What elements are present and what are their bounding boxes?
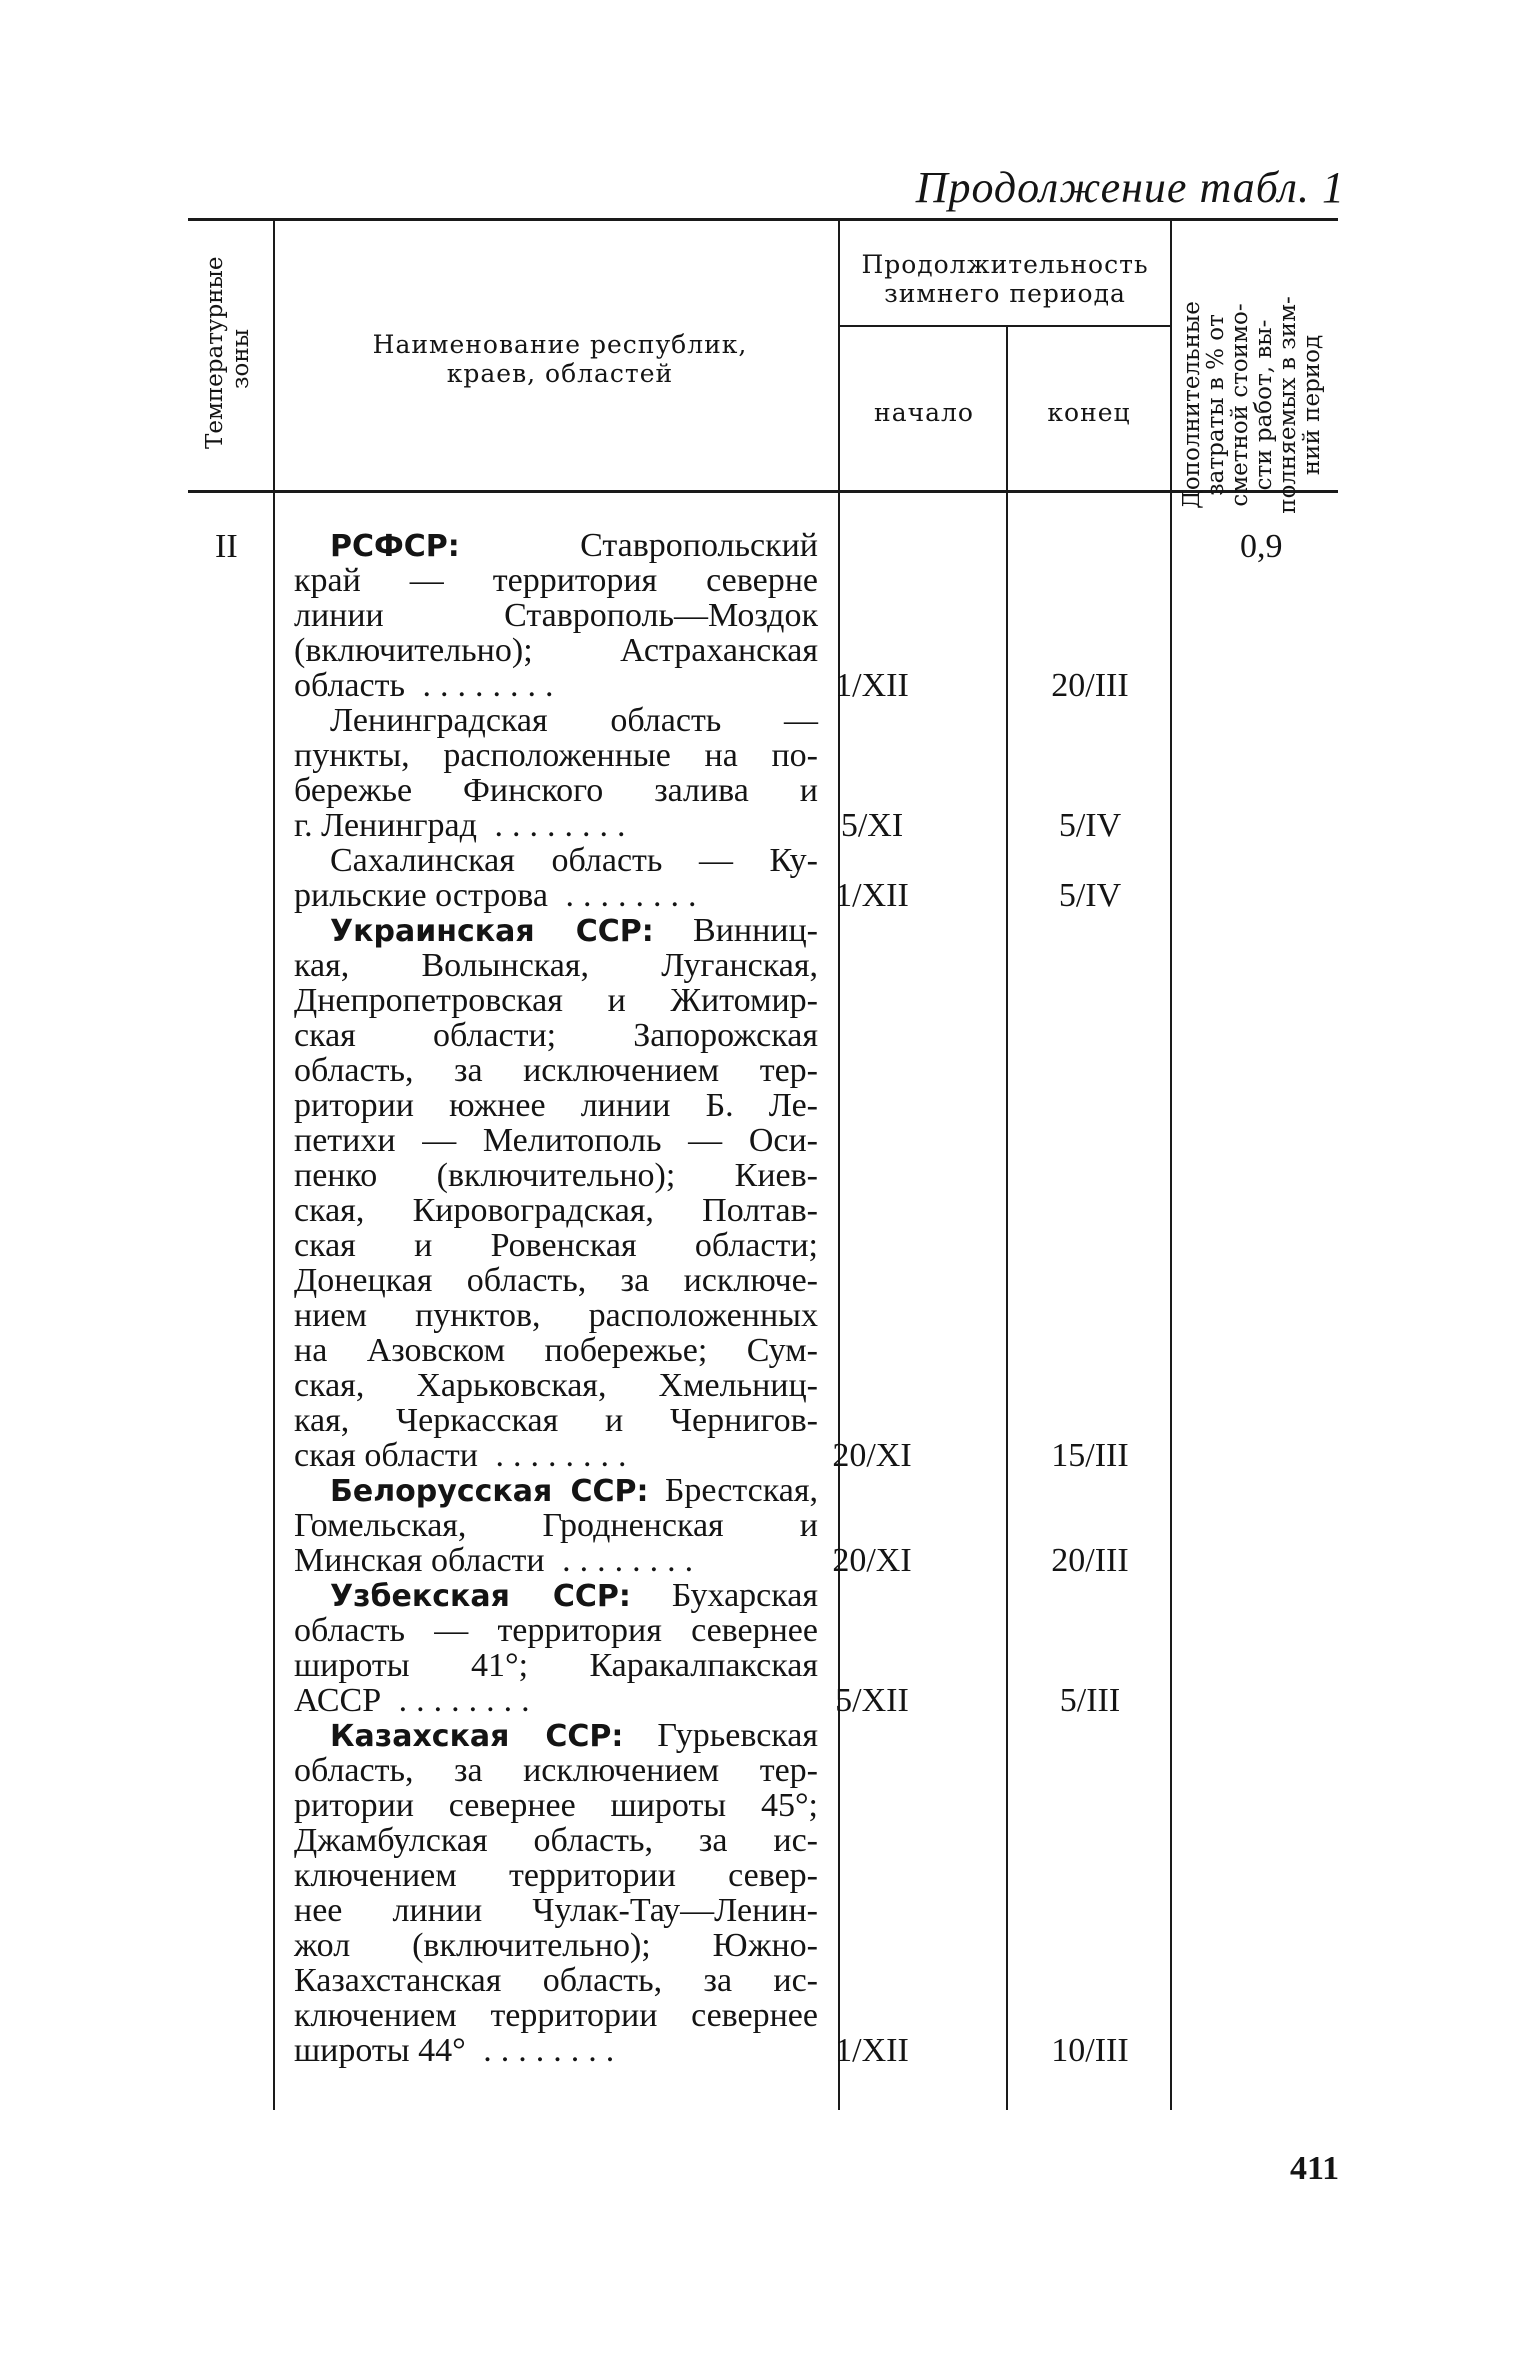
entry-republic: Белорусская ССР:: [330, 1474, 649, 1509]
entry-line: [294, 598, 818, 633]
entry-republic: Узбекская ССР:: [330, 1579, 631, 1614]
entry-line: [294, 878, 818, 913]
entry-line: [294, 738, 818, 773]
start-date: 1/XII: [835, 667, 909, 704]
entry-line: [294, 563, 818, 598]
entry-text: область, за исключением тер-: [294, 1052, 818, 1089]
entry-text: кая, Черкасская и Чернигов-: [294, 1402, 818, 1439]
header-name: [300, 330, 820, 388]
end-date: 5/IV: [1058, 877, 1122, 914]
entry-text: Гомельская, Гродненская и: [294, 1507, 818, 1544]
entry-text: Бухарская: [671, 1577, 818, 1614]
entry-text: Гурьевская: [657, 1717, 819, 1754]
leader-dots: ........: [477, 1437, 636, 1474]
entry-line: [294, 843, 818, 878]
entry-republic: Украинская ССР:: [330, 914, 654, 949]
entry-line: [294, 1473, 818, 1508]
column-rule-4: [1170, 220, 1172, 2110]
table-top-rule: [188, 218, 1338, 221]
entry-line: [294, 1333, 818, 1368]
column-rule-2: [838, 220, 840, 2110]
header-end: конец: [1047, 398, 1131, 427]
entry-text: Минская области: [294, 1542, 545, 1579]
entry-republic: РСФСР:: [330, 529, 460, 564]
entry-text: Донецкая область, за исключе-: [294, 1262, 818, 1299]
entry-line: [294, 1788, 818, 1823]
end-date: 5/III: [1059, 1682, 1121, 1719]
entry-text: край — территория северне: [294, 562, 818, 599]
entry-text: ская области; Запорожская: [294, 1017, 818, 1054]
region-entry: [294, 913, 818, 1473]
entry-line: [294, 1753, 818, 1788]
entry-line: [294, 1053, 818, 1088]
column-rule-3: [1006, 327, 1008, 2110]
entry-line: [294, 633, 818, 668]
start-date: 20/XI: [832, 1542, 912, 1579]
header-duration-line2: зимнего периода: [884, 279, 1126, 308]
entry-line: [294, 1018, 818, 1053]
entry-text: нее линии Чулак-Тау—Ленин-: [294, 1892, 818, 1929]
entry-text: линии Ставрополь—Моздок: [294, 597, 818, 634]
end-date: 20/III: [1051, 667, 1129, 704]
header-name-line1: Наименование республик,: [372, 330, 748, 359]
entry-text: АССР: [294, 1682, 382, 1719]
entry-line: [294, 1858, 818, 1893]
entry-line: [294, 808, 818, 843]
entry-text: (включительно); Астраханская: [294, 632, 818, 669]
region-list: [294, 528, 818, 2068]
entry-line: [294, 913, 818, 948]
entry-text: ская области: [294, 1437, 478, 1474]
entry-line: [294, 1578, 818, 1613]
header-extra-line3: сметной стоимо-: [1227, 303, 1253, 507]
entry-text: область: [294, 667, 405, 704]
header-extra-line1: Дополнительные: [1179, 301, 1205, 509]
region-entry: [294, 1473, 818, 1578]
entry-text: Джамбулская область, за ис-: [294, 1822, 818, 1859]
entry-text: пункты, расположенные на по-: [294, 737, 818, 774]
entry-text: Брестская,: [664, 1472, 818, 1509]
entry-text: рильские острова: [294, 877, 548, 914]
start-date: 5/XI: [840, 807, 904, 844]
entry-line: [294, 1998, 818, 2033]
header-zones-text: Температурные зоны: [202, 256, 254, 449]
entry-line: [294, 1123, 818, 1158]
entry-text: Ставропольский: [580, 527, 818, 564]
header-extra-line6: ний период: [1299, 334, 1325, 476]
entry-line: [294, 1683, 818, 1718]
entry-line: [294, 1543, 818, 1578]
entry-text: Ленинградская область —: [330, 702, 818, 739]
entry-text: ключением территории север-: [294, 1857, 818, 1894]
entry-text: ская, Кировоградская, Полтав-: [294, 1192, 818, 1229]
entry-text: на Азовском побережье; Сум-: [294, 1332, 818, 1369]
header-name-line2: краев, областей: [446, 359, 674, 388]
entry-text: ритории севернее широты 45°;: [294, 1787, 818, 1824]
end-date: 5/IV: [1058, 807, 1122, 844]
column-rule-1: [273, 220, 275, 2110]
entry-line: [294, 1613, 818, 1648]
header-extra-line4: сти работ, вы-: [1251, 319, 1277, 491]
entry-line: [294, 1963, 818, 1998]
entry-line: [294, 1438, 818, 1473]
entry-line: [294, 1228, 818, 1263]
entry-text: нием пунктов, расположенных: [294, 1297, 818, 1334]
entry-line: [294, 668, 818, 703]
leader-dots: ........: [476, 807, 635, 844]
end-date: 15/III: [1051, 1437, 1129, 1474]
header-extra: [1180, 270, 1330, 540]
header-extra-line2: затраты в % от: [1203, 314, 1229, 496]
region-entry: [294, 703, 818, 843]
end-date: 10/III: [1051, 2032, 1129, 2069]
entry-line: [294, 1508, 818, 1543]
entry-line: [294, 1718, 818, 1753]
duration-divider-rule: [840, 325, 1170, 327]
table-caption: Продолжение табл. 1: [915, 163, 1345, 212]
header-duration-line1: Продолжительность: [861, 250, 1149, 279]
entry-text: Винниц-: [693, 912, 818, 949]
entry-republic: Казахская ССР:: [330, 1719, 624, 1754]
entry-text: петихи — Мелитополь — Оси-: [294, 1122, 818, 1159]
entry-text: область — территория севернее: [294, 1612, 818, 1649]
entry-text: бережье Финского залива и: [294, 772, 818, 809]
entry-line: [294, 1263, 818, 1298]
extra-cost-value: 0,9: [1240, 528, 1283, 565]
entry-line: [294, 1368, 818, 1403]
entry-text: кая, Волынская, Луганская,: [294, 947, 818, 984]
entry-text: Казахстанская область, за ис-: [294, 1962, 818, 1999]
entry-text: широты 44°: [294, 2032, 466, 2069]
entry-line: [294, 528, 818, 563]
entry-line: [294, 773, 818, 808]
start-date: 1/XII: [835, 877, 909, 914]
header-start: начало: [874, 398, 974, 427]
entry-line: [294, 1158, 818, 1193]
entry-text: г. Ленинград: [294, 807, 477, 844]
entry-line: [294, 1298, 818, 1333]
entry-line: [294, 1193, 818, 1228]
start-date: 1/XII: [835, 2032, 909, 2069]
end-date: 20/III: [1051, 1542, 1129, 1579]
header-extra-line5: полняемых в зим-: [1275, 296, 1301, 514]
entry-text: Сахалинская область — Ку-: [330, 842, 818, 879]
entry-line: [294, 2033, 818, 2068]
entry-text: широты 41°; Каракалпакская: [294, 1647, 818, 1684]
entry-line: [294, 948, 818, 983]
entry-line: [294, 983, 818, 1018]
header-bottom-rule: [188, 490, 1338, 493]
entry-text: ская и Ровенская области;: [294, 1227, 818, 1264]
region-entry: [294, 528, 818, 703]
leader-dots: ........: [381, 1682, 539, 1719]
entry-line: [294, 703, 818, 738]
leader-dots: ........: [404, 667, 563, 704]
entry-text: область, за исключением тер-: [294, 1752, 818, 1789]
entry-text: Днепропетровская и Житомир-: [294, 982, 818, 1019]
entry-line: [294, 1928, 818, 1963]
entry-text: ключением территории севернее: [294, 1997, 818, 2034]
leader-dots: ........: [544, 1542, 703, 1579]
page-number: 411: [1290, 2150, 1340, 2187]
leader-dots: ........: [465, 2032, 624, 2069]
entry-text: пенко (включительно); Киев-: [294, 1157, 818, 1194]
region-entry: [294, 1578, 818, 1718]
header-zones: [202, 224, 252, 494]
region-entry: [294, 843, 818, 913]
entry-text: ская, Харьковская, Хмельниц-: [294, 1367, 818, 1404]
entry-text: ритории южнее линии Б. Ле-: [294, 1087, 818, 1124]
entry-line: [294, 1648, 818, 1683]
entry-line: [294, 1403, 818, 1438]
header-duration: [842, 250, 1168, 308]
entry-line: [294, 1088, 818, 1123]
start-date: 5/XII: [835, 1682, 909, 1719]
entry-line: [294, 1893, 818, 1928]
start-date: 20/XI: [832, 1437, 912, 1474]
leader-dots: ........: [547, 877, 706, 914]
entry-text: жол (включительно); Южно-: [294, 1927, 818, 1964]
entry-line: [294, 1823, 818, 1858]
zone-value: II: [215, 528, 238, 565]
region-entry: [294, 1718, 818, 2068]
